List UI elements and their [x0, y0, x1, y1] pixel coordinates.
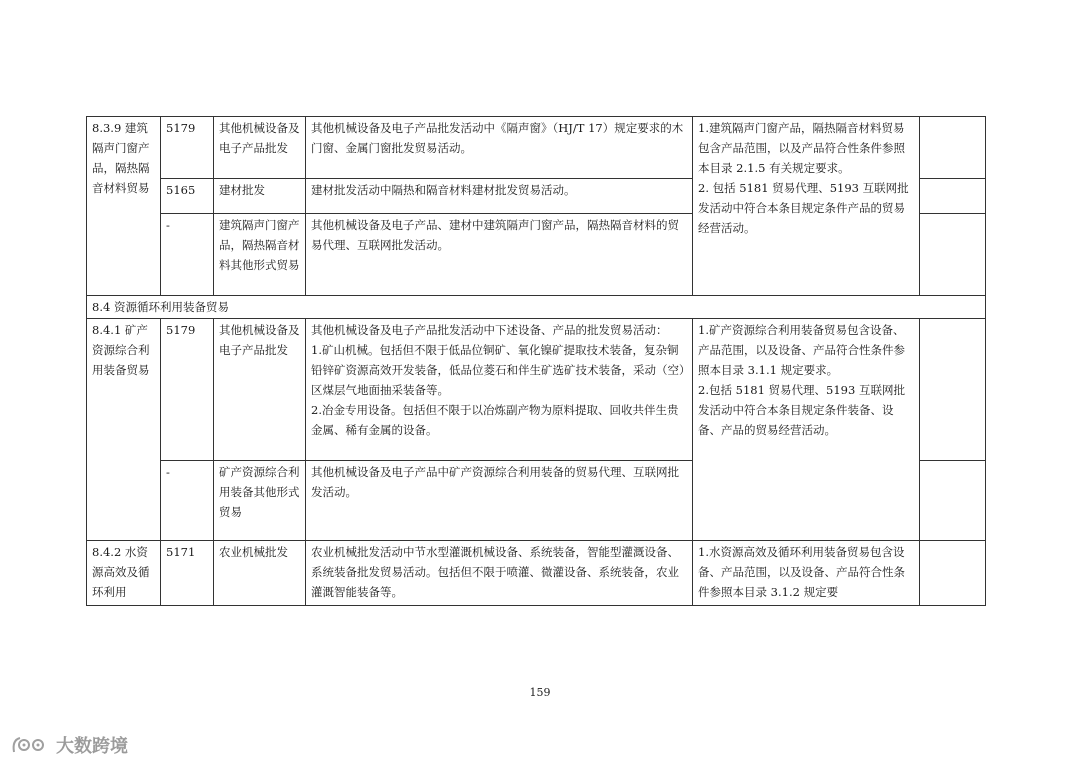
industry-code-cell: 5171 — [161, 541, 214, 606]
industry-category-cell: 其他机械设备及电子产品批发 — [214, 117, 306, 179]
industry-code-cell: 5165 — [161, 179, 214, 214]
page-number: 159 — [529, 686, 551, 699]
description-cell: 建材批发活动中隔热和隔音材料建材批发贸易活动。 — [306, 179, 693, 214]
item-name-cell: 8.4.1 矿产资源综合利用装备贸易 — [87, 319, 161, 541]
empty-cell — [920, 179, 986, 214]
table-row — [87, 117, 986, 179]
description-cell: 其他机械设备及电子产品中矿产资源综合利用装备的贸易代理、互联网批发活动。 — [306, 461, 693, 541]
industry-category-cell: 建材批发 — [214, 179, 306, 214]
empty-cell — [920, 117, 986, 179]
section-title: 8.4 资源循环利用装备贸易 — [87, 296, 986, 319]
industry-category-cell: 农业机械批发 — [214, 541, 306, 606]
catalog-table — [86, 116, 986, 606]
empty-cell — [920, 214, 986, 296]
industry-code-cell: - — [161, 214, 214, 296]
description-cell: 农业机械批发活动中节水型灌溉机械设备、系统装备，智能型灌溉设备、系统装备批发贸易活动。包括但不限于喷灌、微灌设备、系统装备，农业灌溉智能装备等。 — [306, 541, 693, 606]
industry-code-cell: 5179 — [161, 117, 214, 179]
item-name-cell: 8.3.9 建筑隔声门窗产品，隔热隔音材料贸易 — [87, 117, 161, 296]
watermark-text: 大数跨境 — [56, 736, 128, 757]
watermark-logo-icon — [10, 734, 50, 756]
industry-category-cell: 建筑隔声门窗产品，隔热隔音材料其他形式贸易 — [214, 214, 306, 296]
note-cell: 1.水资源高效及循环利用装备贸易包含设备、产品范围，以及设备、产品符合性条件参照本目录 3.1.2 规定要 — [693, 541, 920, 606]
empty-cell — [920, 461, 986, 541]
industry-category-cell: 其他机械设备及电子产品批发 — [214, 319, 306, 461]
description-cell: 其他机械设备及电子产品、建材中建筑隔声门窗产品，隔热隔音材料的贸易代理、互联网批发活动。 — [306, 214, 693, 296]
empty-cell — [920, 541, 986, 606]
section-row — [87, 296, 986, 319]
industry-category-cell: 矿产资源综合利用装备其他形式贸易 — [214, 461, 306, 541]
empty-cell — [920, 319, 986, 461]
item-name-cell: 8.4.2 水资源高效及循环利用 — [87, 541, 161, 606]
description-cell: 其他机械设备及电子产品批发活动中下述设备、产品的批发贸易活动： 1.矿山机械。包括但不限于低品位铜矿、氧化镍矿提取技术装备，复杂铜铅锌矿资源高效开发装备，低品位菱石和伴生矿选矿技术装备，采动（空）区煤层气地面抽采装备等。 2.冶金专用设备。包括但不限于以冶炼副产物为原料提取、回收共伴生贵金属、稀有金属的设备。 — [306, 319, 693, 461]
table-row — [87, 541, 986, 606]
industry-code-cell: - — [161, 461, 214, 541]
watermark — [10, 733, 128, 757]
industry-code-cell: 5179 — [161, 319, 214, 461]
table-row — [87, 319, 986, 461]
description-cell: 其他机械设备及电子产品批发活动中《隔声窗》（HJ/T 17）规定要求的木门窗、金属门窗批发贸易活动。 — [306, 117, 693, 179]
note-cell: 1.矿产资源综合利用装备贸易包含设备、产品范围，以及设备、产品符合性条件参照本目录 3.1.1 规定要求。 2.包括 5181 贸易代理、5193 互联网批发活动中符合本条目规定条件装备、设备、产品的贸易经营活动。 — [693, 319, 920, 541]
note-cell: 1.建筑隔声门窗产品，隔热隔音材料贸易包含产品范围，以及产品符合性条件参照本目录 2.1.5 有关规定要求。 2. 包括 5181 贸易代理、5193 互联网批发活动中符合本条目规定条件产品的贸易经营活动。 — [693, 117, 920, 296]
